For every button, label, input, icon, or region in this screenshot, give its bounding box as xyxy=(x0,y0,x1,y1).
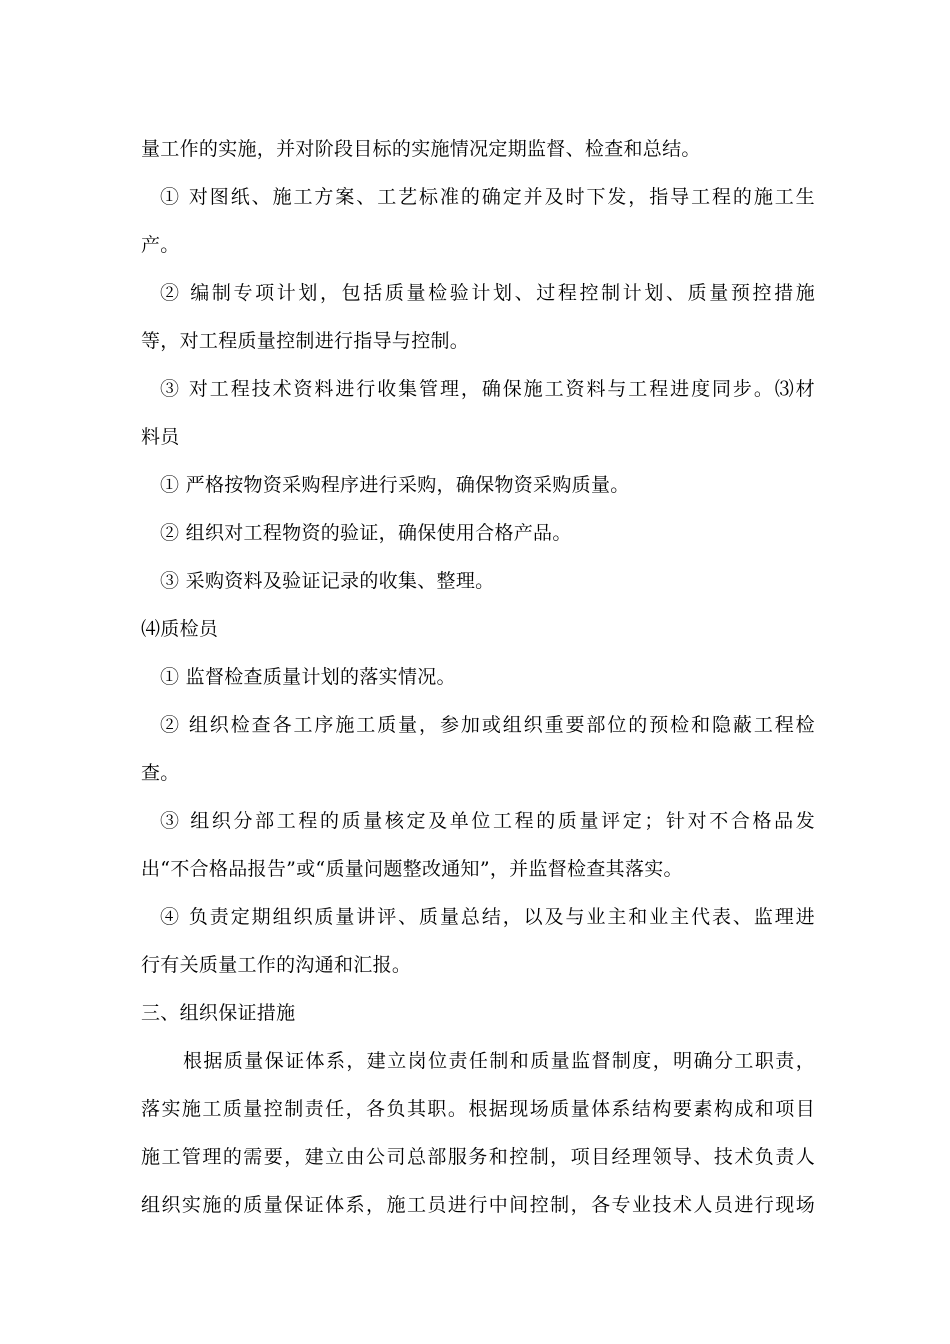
text-line: 等，对工程质量控制进行指导与控制。 xyxy=(141,330,470,352)
text-line: ③ 对工程技术资料进行收集管理，确保施工资料与工程进度同步。⑶材 xyxy=(160,378,815,400)
text-line: 产。 xyxy=(141,234,180,256)
text-line: ③ 采购资料及验证记录的收集、整理。 xyxy=(160,570,495,592)
text-line: 料员 xyxy=(141,426,180,448)
text-line: ② 组织对工程物资的验证，确保使用合格产品。 xyxy=(160,522,572,544)
text-line: ① 监督检查质量计划的落实情况。 xyxy=(160,666,456,688)
section-heading: 三、组织保证措施 xyxy=(141,1002,296,1024)
text-line: 量工作的实施，并对阶段目标的实施情况定期监督、检查和总结。 xyxy=(141,138,701,160)
paragraph-line: 落实施工质量控制责任，各负其职。根据现场质量体系结构要素构成和项目 xyxy=(141,1098,815,1120)
text-line: ① 严格按物资采购程序进行采购，确保物资采购质量。 xyxy=(160,474,630,496)
section-heading: ⑷质检员 xyxy=(141,618,219,640)
text-line: ① 对图纸、施工方案、工艺标准的确定并及时下发，指导工程的施工生 xyxy=(160,186,815,208)
text-line: ② 编制专项计划，包括质量检验计划、过程控制计划、质量预控措施 xyxy=(160,282,815,304)
text-line: 查。 xyxy=(141,762,180,784)
paragraph-line: 施工管理的需要，建立由公司总部服务和控制，项目经理领导、技术负责人 xyxy=(141,1146,815,1168)
text-line: ③ 组织分部工程的质量核定及单位工程的质量评定；针对不合格品发 xyxy=(160,810,815,832)
text-line: 出“不合格品报告”或“质量问题整改通知”，并监督检查其落实。 xyxy=(141,858,683,880)
paragraph-line: 根据质量保证体系，建立岗位责任制和质量监督制度，明确分工职责， xyxy=(183,1050,815,1072)
text-line: ② 组织检查各工序施工质量，参加或组织重要部位的预检和隐蔽工程检 xyxy=(160,714,815,736)
text-line: 行有关质量工作的沟通和汇报。 xyxy=(141,954,412,976)
text-line: ④ 负责定期组织质量讲评、质量总结，以及与业主和业主代表、监理进 xyxy=(160,906,815,928)
paragraph-line: 组织实施的质量保证体系，施工员进行中间控制，各专业技术人员进行现场 xyxy=(141,1194,815,1216)
